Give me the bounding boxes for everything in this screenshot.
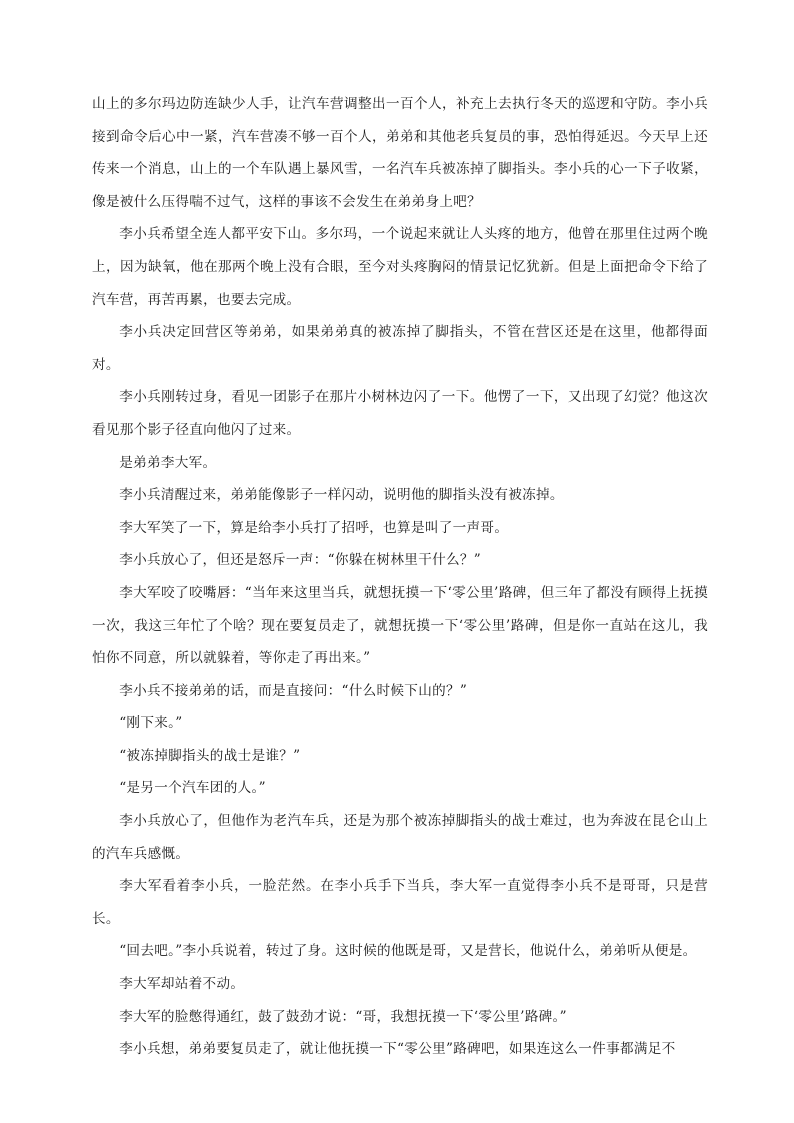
paragraph: “被冻掉脚指头的战士是谁？” — [119, 747, 301, 764]
paragraph: 李大军却站着不动。 — [119, 976, 245, 993]
paragraph: 李大军的脸憋得通红，鼓了鼓劲才说：“哥，我想抚摸一下‘零公里’路碑。” — [119, 1008, 567, 1025]
paragraph: 李小兵放心了，但还是怒斥一声：“你躲在树林里干什么？” — [119, 552, 482, 569]
paragraph: 李小兵刚转过身，看见一团影子在那片小树林边闪了一下。他愣了一下，又出现了幻觉？他这次看见那个影子径直向他闪了过来。 — [92, 389, 708, 438]
paragraph: 李小兵想，弟弟要复员走了，就让他抚摸一下“零公里”路碑吧，如果连这么一件事都满足不 — [119, 1041, 676, 1058]
paragraph: 李小兵放心了，但他作为老汽车兵，还是为那个被冻掉脚指头的战士难过，也为奔波在昆仑山上的汽车兵感慨。 — [92, 813, 708, 862]
paragraph: 李小兵希望全连人都平安下山。多尔玛，一个说起来就让人头疼的地方，他曾在那里住过两个晚上，因为缺氧，他在那两个晚上没有合眼，至今对头疼胸闷的情景记忆犹新。但是上面把命令下给了汽车营，再苦再累，也要去完成。 — [92, 226, 708, 308]
paragraph: “是另一个汽车团的人。” — [119, 780, 266, 797]
paragraph: 李大军看着李小兵，一脸茫然。在李小兵手下当兵，李大军一直觉得李小兵不是哥哥，只是营长。 — [92, 878, 708, 927]
paragraph: 李小兵决定回营区等弟弟，如果弟弟真的被冻掉了脚指头，不管在营区还是在这里，他都得面对。 — [92, 324, 708, 373]
paragraph: “回去吧。”李小兵说着，转过了身。这时候的他既是哥，又是营长，他说什么，弟弟听从便是。 — [119, 943, 697, 960]
paragraph: 李大军咬了咬嘴唇：“当年来这里当兵，就想抚摸一下‘零公里’路碑，但三年了都没有顾得上抚摸一次，我这三年忙了个啥？现在要复员走了，就想抚摸一下‘零公里’路碑，但是你一直站在这儿，我怕你不同意，所以就躲着，等你走了再出来。” — [92, 584, 708, 667]
paragraph: “刚下来。” — [119, 715, 183, 732]
paragraph: 李小兵不接弟弟的话，而是直接问：“什么时候下山的？” — [119, 682, 468, 699]
paragraph: 是弟弟李大军。 — [119, 454, 217, 471]
paragraph: 李小兵清醒过来，弟弟能像影子一样闪动，说明他的脚指头没有被冻掉。 — [119, 487, 564, 504]
paragraph: 李大军笑了一下，算是给李小兵打了招呼，也算是叫了一声哥。 — [119, 519, 509, 536]
document-page — [92, 88, 708, 1066]
paragraph: 山上的多尔玛边防连缺少人手，让汽车营调整出一百个人，补充上去执行冬天的巡逻和守防。李小兵接到命令后心中一紧，汽车营凑不够一百个人，弟弟和其他老兵复员的事，恐怕得延迟。今天早上还传来一个消息，山上的一个车队遇上暴风雪，一名汽车兵被冻掉了脚指头。李小兵的心一下子收紧，像是被什么压得喘不过气，这样的事该不会发生在弟弟身上吧？ — [92, 96, 708, 210]
